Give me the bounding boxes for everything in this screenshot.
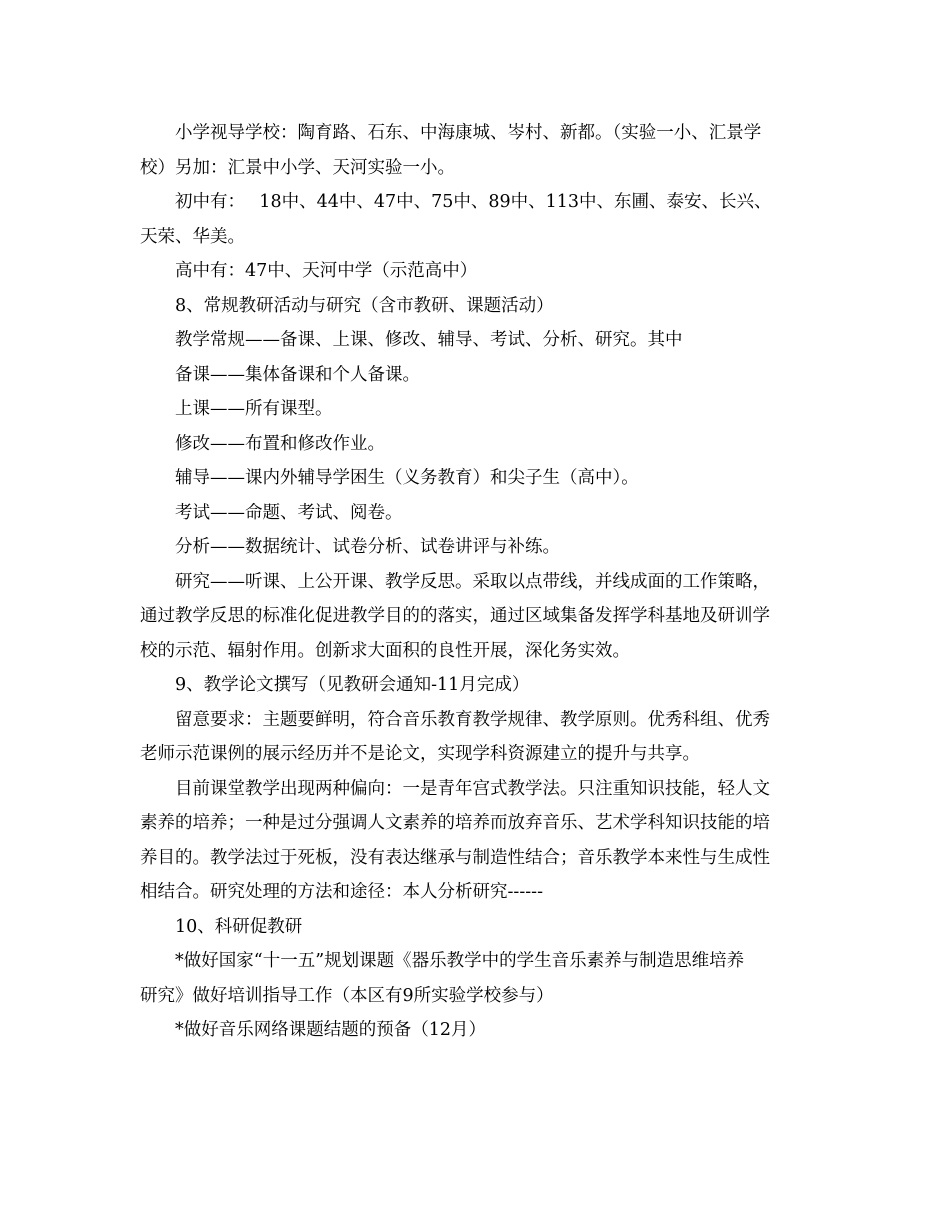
text-line: 考试——命题、考试、阅卷。 <box>175 502 403 523</box>
text-line: 备课——集体备课和个人备课。 <box>175 364 420 385</box>
paragraph-tutoring <box>140 461 812 496</box>
paragraph-homework <box>140 427 812 462</box>
text-line: 留意要求：主题要鲜明，符合音乐教育教学规律、教学原则。优秀科组、优秀 <box>175 709 770 730</box>
text-line: 相结合。研究处理的方法和途径：本人分析研究------ <box>140 882 543 902</box>
paragraph-lesson-prep <box>140 358 812 393</box>
paragraph-research <box>140 565 812 669</box>
text-line: 校的示范、辐射作用。创新求大面积的良性开展，深化务实效。 <box>140 640 630 661</box>
text-line: 上课——所有课型。 <box>175 399 333 419</box>
text-line: 高中有：47中、天河中学（示范高中） <box>175 261 478 281</box>
text-line: 8、常规教研活动与研究（含市教研、课题活动） <box>175 295 554 316</box>
text-line: 天荣、华美。 <box>140 226 245 247</box>
text-line: *做好国家“十一五”规划课题《器乐教学中的学生音乐素养与制造思维培养 <box>175 951 745 971</box>
paragraph-exam <box>140 496 812 531</box>
text-line: 老师示范课例的展示经历并不是论文，实现学科资源建立的提升与共享。 <box>140 744 700 764</box>
text-line: 目前课堂教学出现两种偏向：一是青年宫式教学法。只注重知识技能，轻人文 <box>175 778 770 799</box>
paragraph-national-project <box>140 944 812 1013</box>
text-line: 通过教学反思的标准化促进教学目的的落实，通过区域集备发挥学科基地及研训学 <box>140 606 770 626</box>
text-line: *做好音乐网络课题结题的预备（12月） <box>175 1020 487 1040</box>
text-line: 小学视导学校：陶育路、石东、中海康城、岑村、新都。（实验一小、汇景学 <box>175 123 762 143</box>
text-line: 初中有： 18中、44中、47中、75中、89中、113中、东圃、泰安、长兴、 <box>175 192 772 212</box>
text-line: 10、科研促教研 <box>175 916 303 937</box>
document-page <box>140 116 812 1048</box>
paragraph-requirements <box>140 703 812 772</box>
section-heading-8 <box>140 289 812 324</box>
paragraph-current-issues <box>140 772 812 910</box>
paragraph-class <box>140 392 812 427</box>
text-line: 研究——听课、上公开课、教学反思。采取以点带线，并线成面的工作策略， <box>175 571 770 592</box>
text-line: 分析——数据统计、试卷分析、试卷讲评与补练。 <box>175 537 560 557</box>
text-line: 素养的培养；一种是过分强调人文素养的培养而放弃音乐、艺术学科知识技能的培 <box>140 813 770 833</box>
text-line: 研究》做好培训指导工作（本区有9所实验学校参与） <box>140 985 554 1006</box>
section-heading-10 <box>140 910 812 945</box>
text-line: 辅导——课内外辅导学困生（义务教育）和尖子生（高中）。 <box>175 468 639 488</box>
text-line: 教学常规——备课、上课、修改、辅导、考试、分析、研究。其中 <box>175 330 683 350</box>
text-line: 校）另加：汇景中小学、天河实验一小。 <box>140 157 455 178</box>
paragraph-network-project <box>140 1013 812 1048</box>
paragraph-viewing-schools <box>140 116 812 185</box>
section-heading-9 <box>140 668 812 703</box>
paragraph-junior-high <box>140 185 812 254</box>
paragraph-teaching-routine <box>140 323 812 358</box>
text-line: 9、教学论文撰写（见教研会通知-11月完成） <box>175 675 530 695</box>
paragraph-senior-high <box>140 254 812 289</box>
paragraph-analysis <box>140 530 812 565</box>
text-line: 养目的。教学法过于死板，没有表达继承与制造性结合；音乐教学本来性与生成性 <box>140 847 770 868</box>
text-line: 修改——布置和修改作业。 <box>175 433 385 454</box>
